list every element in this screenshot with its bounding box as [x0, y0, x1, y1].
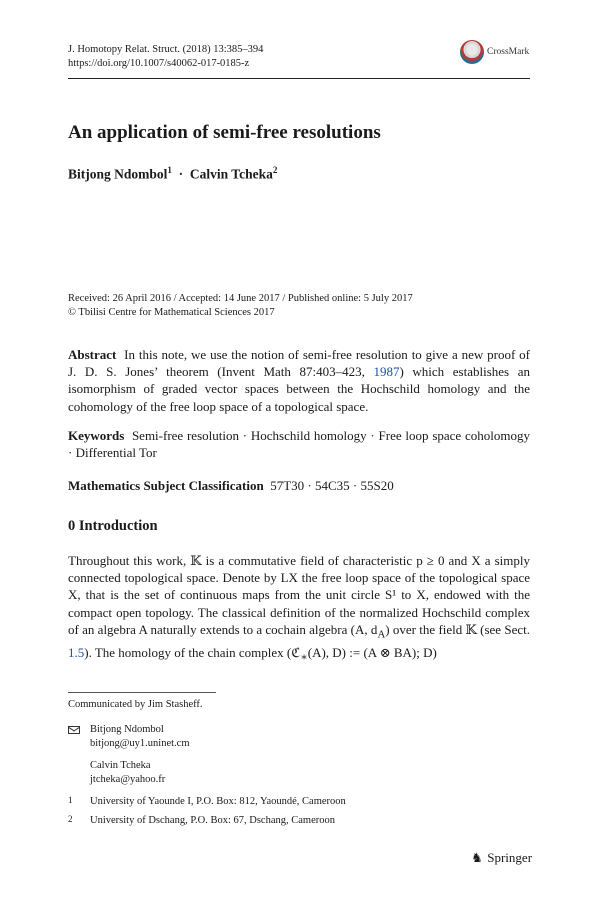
contact-name: Calvin Tcheka — [90, 760, 151, 771]
journal-header — [68, 43, 263, 70]
author-separator: · — [178, 166, 184, 182]
contact-email[interactable]: jtcheka@yahoo.fr — [90, 774, 166, 785]
journal-citation: J. Homotopy Relat. Struct. (2018) 13:385–394 — [68, 44, 264, 55]
contact-email[interactable]: bitjong@uy1.uninet.cm — [90, 738, 190, 749]
doi-link[interactable]: https://doi.org/10.1007/s40062-017-0185-z — [68, 57, 250, 69]
keywords-text: Semi-free resolution · Hochschild homology · Free loop space coholomogy · Differential Tor — [68, 428, 530, 461]
history-line: Received: 26 April 2016 / Accepted: 14 June 2017 / Published online: 5 July 2017 — [68, 293, 413, 304]
abstract — [68, 346, 530, 415]
header-rule — [68, 78, 530, 79]
msc-codes: 57T30 · 54C35 · 55S20 — [270, 478, 394, 493]
crossmark-label: CrossMark — [487, 47, 530, 57]
footnote-rule — [68, 692, 216, 693]
intro-text: Throughout this work, 𝕂 is a commutative field of characteristic p ≥ 0 and X a simply connected topological space. Denote by LX the free loop space of the topological space X, that is the set of continuous maps from the unit circle S¹ to X, endowed with the compact open topology. The classical definition of the normalized Hochschild complex of an algebra A naturally extends to a cochain algebra (A, d — [68, 553, 530, 637]
intro-text: (A), D) := (A ⊗ BA); D) — [307, 644, 437, 660]
intro-text: ). The homology of the chain complex (ℭ — [84, 644, 301, 660]
abstract-label: Abstract — [68, 347, 117, 362]
subscript: ∗ — [300, 651, 308, 664]
abstract-text: ) which establishes an isomorphism of graded vector spaces between the Hochschild homology and the cohomology of the free loop space of a topological space. — [68, 364, 530, 414]
affiliation-text: University of Yaounde I, P.O. Box: 812, Yaoundé, Cameroon — [90, 796, 346, 807]
paper-title: An application of semi-free resolutions — [68, 122, 381, 143]
communicated-by: Communicated by Jim Stasheff. — [68, 699, 203, 710]
contact-name: Bitjong Ndombol — [90, 724, 164, 735]
springer-horse-icon: ♞ — [471, 850, 483, 865]
abstract-text: In this note, we use the notion of semi-free resolution to give a new proof of J. D. S. Jones’ theorem (Invent Math 87:403–423, — [68, 347, 530, 380]
crossmark-badge[interactable] — [460, 40, 570, 70]
affiliation-number: 2 — [68, 814, 73, 824]
publisher-logo — [470, 850, 532, 866]
intro-text: ) over the field 𝕂 (see Sect. — [385, 621, 530, 637]
affiliation-text: University of Dschang, P.O. Box: 67, Dschang, Cameroon — [90, 815, 335, 826]
affiliation-number: 1 — [68, 795, 73, 805]
keywords — [68, 427, 530, 461]
contact-block — [90, 723, 190, 787]
copyright-line: © Tbilisi Centre for Mathematical Sciences 2017 — [68, 307, 275, 318]
subscript: A — [377, 628, 386, 641]
publisher-name: Springer — [487, 850, 533, 865]
section-heading: 0 Introduction — [68, 518, 158, 534]
citation-link[interactable]: 1987 — [373, 364, 400, 380]
affiliation-marker: 2 — [272, 165, 278, 175]
author-name: Bitjong Ndombol — [68, 166, 168, 182]
author-name: Calvin Tcheka — [189, 166, 273, 182]
affiliation-marker: 1 — [167, 165, 172, 175]
publication-dates — [68, 292, 538, 320]
msc-classification — [68, 477, 530, 494]
intro-paragraph — [68, 552, 530, 666]
envelope-icon — [68, 726, 80, 734]
section-link[interactable]: 1.5 — [68, 644, 85, 660]
author-line — [68, 165, 277, 183]
msc-label: Mathematics Subject Classification — [68, 478, 264, 493]
keywords-label: Keywords — [68, 428, 125, 443]
crossmark-icon — [460, 40, 484, 64]
